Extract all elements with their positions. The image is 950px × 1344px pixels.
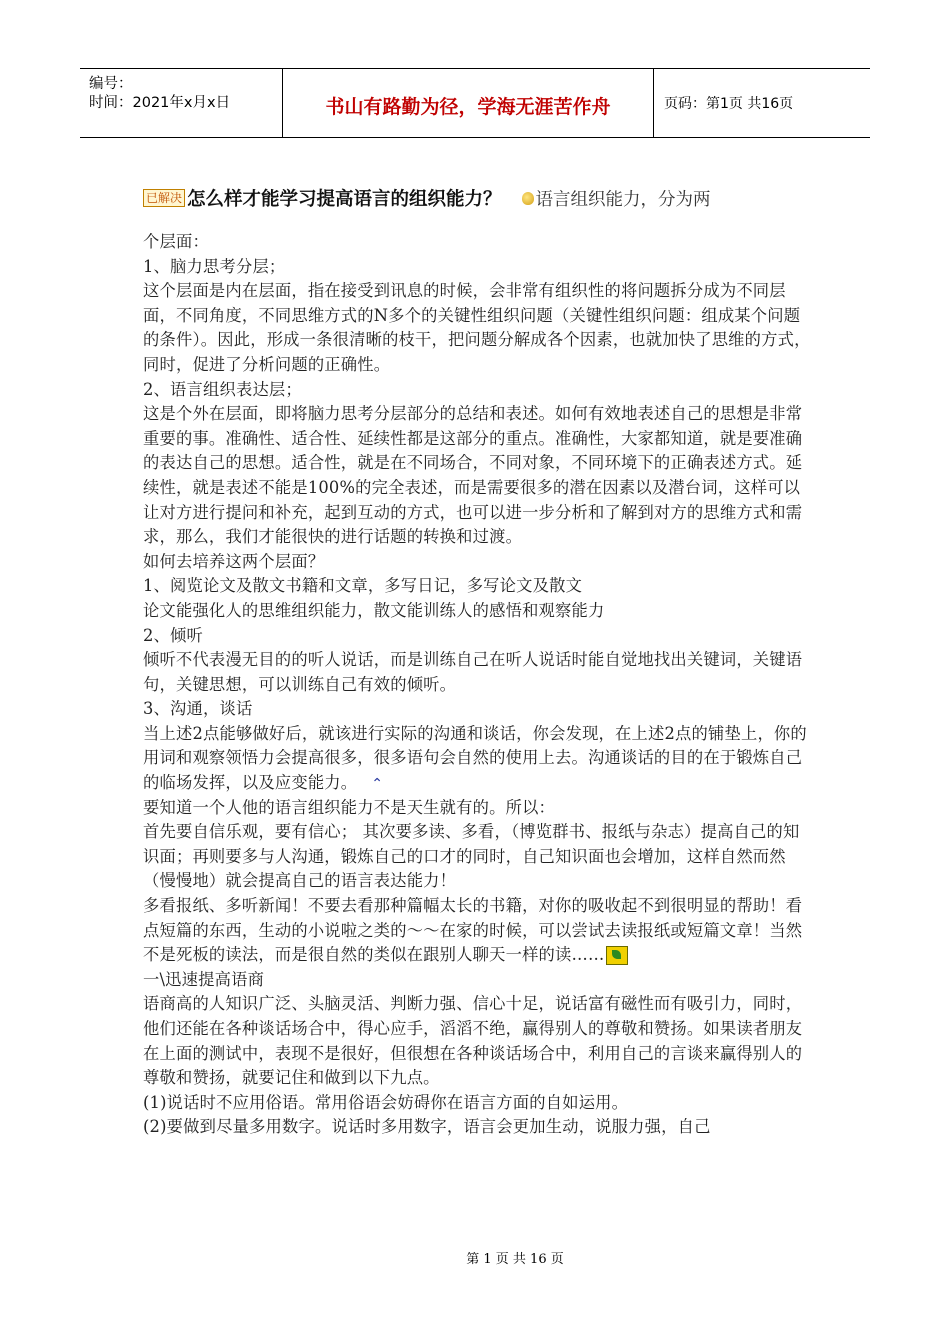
paragraph-with-icon	[143, 894, 813, 968]
paragraph: 2、倾听	[143, 625, 204, 645]
document-number-label: 编号：	[89, 76, 133, 92]
paragraph: 这个层面是内在层面，指在接受到讯息的时候，会非常有组织性的将问题拆分成为不同层面，不同角度，不同思维方式的N多个的关键性组织问题（关键性组织问题：组成某个问题的条件）。因此，形成一条很清晰的枝干，把问题分解成各个因素，也就加快了思维的方式，同时，促进了分析问题的正确性。	[143, 281, 811, 374]
paragraph: (2)要做到尽量多用数字。说话时多用数字，语言会更加生动，说服力强，自己	[143, 1117, 711, 1137]
question-title-line	[143, 184, 813, 212]
paragraph: 倾听不代表漫无目的的听人说话，而是训练自己在听人说话时能自觉地找出关键词，关键语句，关键思想，可以训练自己有效的倾听。	[143, 650, 803, 694]
document-body	[143, 184, 813, 1140]
paragraph: 1、脑力思考分层；	[143, 256, 286, 276]
header-slogan: 书山有路勤为径，学海无涯苦作舟	[325, 96, 611, 118]
document-header	[80, 68, 870, 138]
paragraph: 3、沟通，谈话	[143, 699, 253, 719]
paragraph: 这是个外在层面，即将脑力思考分层部分的总结和表述。如何有效地表述自己的思想是非常重要的事。准确性、适合性、延续性都是这部分的重点。准确性，大家都知道，就是要准确的表达自己的思想。适合性，就是在不同场合，不同对象，不同环境下的正确表述方式。延续性，就是表述不能是100%的完全表述，而是需要很多的潜在因素以及潜台词，这样可以让对方进行提问和补充，起到互动的方式，也可以进一步分析和了解到对方的思维方式和需求，那么，我们才能很快的进行话题的转换和过渡。	[143, 404, 803, 547]
leaf-icon	[606, 946, 628, 965]
paragraph: 1、阅览论文及散文书籍和文章，多写日记，多写论文及散文	[143, 576, 583, 596]
paragraph: 论文能强化人的思维组织能力，散文能训练人的感悟和观察能力	[143, 600, 605, 620]
paragraph: 一\迅速提高语商	[143, 969, 265, 989]
answer-intro: 语言组织能力，分为两	[535, 189, 711, 210]
page-footer: 第 1 页 共 16 页	[466, 1252, 564, 1267]
header-page-info: 页码：第1页 共16页	[664, 96, 794, 112]
paragraph: 语商高的人知识广泛、头脑灵活、判断力强、信心十足，说话富有磁性而有吸引力，同时，他们还能在各种谈话场合中，得心应手，滔滔不绝，赢得别人的尊敬和赞扬。如果读者朋友在上面的测试中，表现不是很好，但很想在各种谈话场合中，利用自己的言谈来赢得别人的尊敬和赞扬，就要记住和做到以下九点。	[143, 994, 803, 1088]
paragraph-with-icon	[143, 722, 813, 796]
paragraph: (1)说话时不应用俗语。常用俗语会妨碍你在语言方面的自如运用。	[143, 1092, 629, 1112]
question-title: 怎么样才能学习提高语言的组织能力？	[187, 189, 502, 210]
paragraph: 要知道一个人他的语言组织能力不是天生就有的。所以：	[143, 797, 556, 817]
paragraph: 如何去培养这两个层面？	[143, 551, 325, 571]
header-page-cell	[654, 69, 870, 137]
answer-text	[143, 230, 813, 1140]
paragraph: 2、语言组织表达层；	[143, 379, 302, 399]
coin-icon	[522, 192, 534, 205]
resolved-badge: 已解决	[143, 189, 185, 207]
paragraph-text: 多看报纸、多听新闻！不要去看那种篇幅太长的书籍，对你的吸收起不到很明显的帮助！看点短篇的东西，生动的小说啦之类的～～在家的时候，可以尝试去读报纸或短篇文章！当然不是死板的读法，而是很自然的类似在跟别人聊天一样的读……	[143, 896, 803, 965]
header-slogan-cell	[283, 69, 654, 137]
paragraph-text: 当上述2点能够做好后，就该进行实际的沟通和谈话，你会发现，在上述2点的铺垫上，你的用词和观察领悟力会提高很多，很多语句会自然的使用上去。沟通谈话的目的在于锻炼自己的临场发挥，以及应变能力。	[143, 723, 807, 793]
header-meta-cell	[80, 69, 283, 137]
document-date: 时间：2021年x月x日	[89, 95, 231, 111]
double-chevron-up-icon[interactable]: ⌃	[371, 775, 384, 792]
paragraph: 个层面：	[143, 232, 209, 251]
paragraph: 首先要自信乐观，要有信心； 其次要多读、多看，（博览群书、报纸与杂志）提高自己的知识面；再则要多与人沟通，锻炼自己的口才的同时，自己知识面也会增加，这样自然而然（慢慢地）就会提高自己的语言表达能力！	[143, 822, 800, 891]
